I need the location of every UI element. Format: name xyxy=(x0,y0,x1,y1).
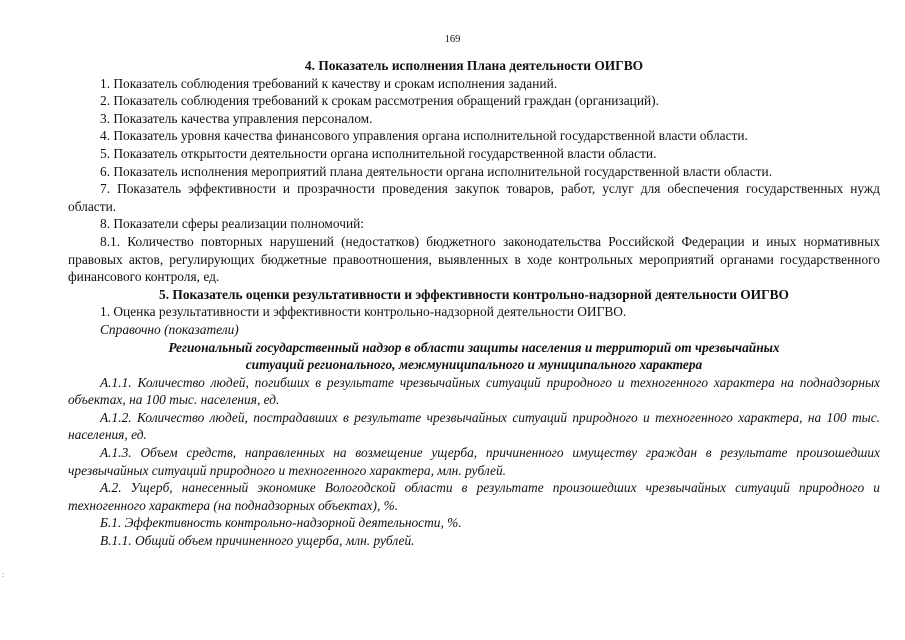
section-4-item-5: 5. Показатель открытости деятельности органа исполнительной государственной власти области. xyxy=(100,145,657,161)
document-body xyxy=(68,57,880,550)
indicator-b-1: Б.1. Эффективность контрольно-надзорной деятельности, %. xyxy=(100,515,462,531)
section-4-item-3: 3. Показатель качества управления персоналом. xyxy=(100,110,373,126)
section-4-item-6: 6. Показатель исполнения мероприятий плана деятельности органа исполнительной государственной власти области. xyxy=(100,163,773,179)
indicator-a-1-2: А.1.2. Количество людей, пострадавших в результате чрезвычайных ситуаций природного и техногенного характера, на 100 тыс. населения, ед. xyxy=(68,409,880,443)
indicator-v-1-1: В.1.1. Общий объем причиненного ущерба, млн. рублей. xyxy=(100,533,415,549)
subheading-line-1: Региональный государственный надзор в области защиты населения и территорий от чрезвычайных xyxy=(168,339,780,355)
section-4-item-8: 8. Показатели сферы реализации полномочий: xyxy=(100,216,365,232)
indicator-a-2: А.2. Ущерб, нанесенный экономике Вологодской области в результате произошедших чрезвычайных ситуаций природного и техногенного характера (на поднадзорных объектах), %. xyxy=(68,480,880,513)
section-4-item-2: 2. Показатель соблюдения требований к срокам рассмотрения обращений граждан (организаций). xyxy=(100,93,659,109)
page-number: 169 xyxy=(444,34,461,45)
section-5-heading: 5. Показатель оценки результативности и эффективности контрольно-надзорной деятельности ОИГВО xyxy=(159,286,789,302)
indicator-a-1-1: А.1.1. Количество людей, погибших в результате чрезвычайных ситуаций природного и техногенного характера на поднадзорных объектах, на 100 тыс. населения, ед. xyxy=(68,374,880,408)
section-4-heading: 4. Показатель исполнения Плана деятельности ОИГВО xyxy=(304,58,644,73)
section-4-item-1: 1. Показатель соблюдения требований к качеству и срокам исполнения заданий. xyxy=(100,75,558,91)
reference-label: Справочно (показатели) xyxy=(100,321,239,337)
subheading-line-2: ситуаций регионального, межмуниципального и муниципального характера xyxy=(245,357,703,373)
section-4-item-8-1: 8.1. Количество повторных нарушений (недостатков) бюджетного законодательства Российской Федерации и иных нормативных правовых актов, регулирующих бюджетные правоотношения, выявленных в ходе контрольных мероприятий органами государственного финансового контроля, ед. xyxy=(68,233,880,285)
indicator-a-1-3: А.1.3. Объем средств, направленных на возмещение ущерба, причиненного имуществу граждан в результате произошедших чрезвычайных ситуаций природного и техногенного характера, млн. рублей. xyxy=(68,445,880,478)
section-4-item-7: 7. Показатель эффективности и прозрачности проведения закупок товаров, работ, услуг для обеспечения государственных нужд области. xyxy=(68,181,880,214)
section-4-item-4: 4. Показатель уровня качества финансового управления органа исполнительной государственной власти области. xyxy=(100,128,748,144)
section-5-item-1: 1. Оценка результативности и эффективности контрольно-надзорной деятельности ОИГВО. xyxy=(100,304,627,320)
margin-dots: : xyxy=(2,570,5,579)
